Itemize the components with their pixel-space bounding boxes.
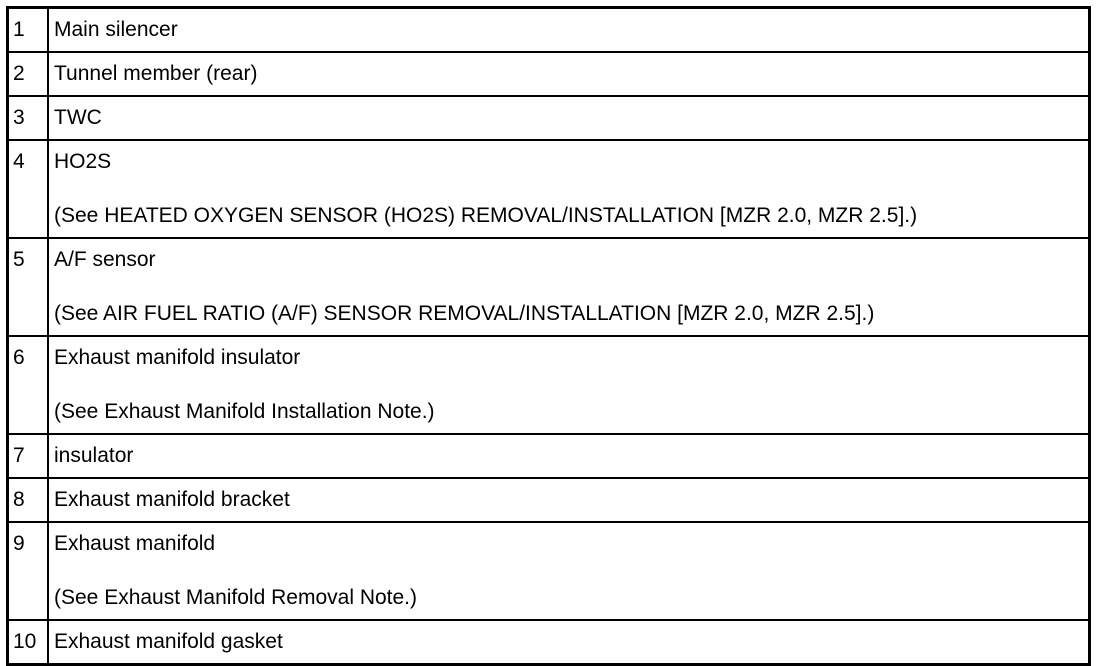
table-row [8,238,1090,336]
table-row [8,522,1090,620]
part-name: A/F sensor [54,248,156,271]
reference-link[interactable]: (See AIR FUEL RATIO (A/F) SENSOR REMOVAL/INSTALLATION [MZR 2.0, MZR 2.5].) [54,302,875,325]
row-number: 6 [8,336,49,434]
row-description [48,140,1090,238]
part-name: Exhaust manifold gasket [54,630,283,653]
row-number: 10 [8,620,49,665]
row-number: 3 [8,96,49,140]
row-number: 2 [8,52,49,96]
row-description [48,96,1090,140]
parts-legend-table [6,6,1091,666]
row-number: 7 [8,434,49,478]
table-row [8,96,1090,140]
row-description [48,336,1090,434]
row-description [48,52,1090,96]
table-row [8,140,1090,238]
row-description [48,434,1090,478]
row-description [48,8,1090,53]
reference-link[interactable]: (See HEATED OXYGEN SENSOR (HO2S) REMOVAL/INSTALLATION [MZR 2.0, MZR 2.5].) [54,204,918,227]
part-name: Tunnel member (rear) [54,62,258,85]
part-name: TWC [54,106,102,129]
part-name: Exhaust manifold [54,532,216,555]
table-row [8,620,1090,665]
row-number: 1 [8,8,49,53]
reference-link[interactable]: (See Exhaust Manifold Installation Note.) [54,400,435,423]
row-number: 5 [8,238,49,336]
row-description [48,620,1090,665]
part-name: Exhaust manifold bracket [54,488,290,511]
row-number: 9 [8,522,49,620]
part-name: insulator [54,444,134,467]
table-row [8,336,1090,434]
table-row [8,434,1090,478]
part-name: HO2S [54,150,112,173]
reference-link[interactable]: (See Exhaust Manifold Removal Note.) [54,586,417,609]
part-name: Main silencer [54,18,178,41]
table-row [8,8,1090,53]
table-row [8,478,1090,522]
row-description [48,238,1090,336]
table-row [8,52,1090,96]
row-description [48,478,1090,522]
part-name: Exhaust manifold insulator [54,346,301,369]
row-number: 8 [8,478,49,522]
row-number: 4 [8,140,49,238]
row-description [48,522,1090,620]
